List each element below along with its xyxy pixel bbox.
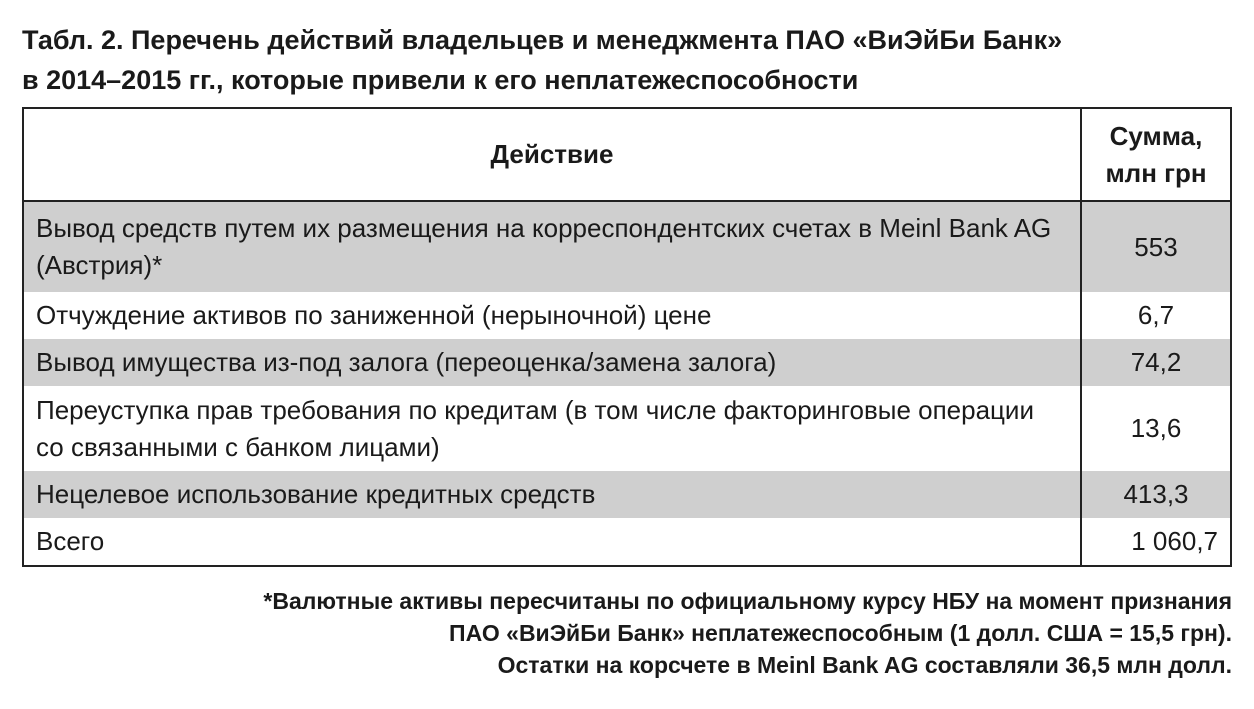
- footnote-line-3: Остатки на корсчете в Meinl Bank AG составляли 36,5 млн долл.: [497, 652, 1232, 678]
- row-amount: 74,2: [1081, 339, 1231, 386]
- row-action: Отчуждение активов по заниженной (нерыночной) цене: [23, 292, 1081, 339]
- table-title-line-1: Табл. 2. Перечень действий владельцев и менеджмента ПАО «ВиЭйБи Банк»: [22, 25, 1063, 55]
- row-amount: 13,6: [1130, 413, 1182, 443]
- table-title: [22, 20, 1232, 100]
- total-label: Всего: [23, 518, 1081, 566]
- row-action: Нецелевое использование кредитных средств: [23, 471, 1081, 518]
- actions-table: [22, 107, 1232, 567]
- table-row: [23, 339, 1231, 386]
- table-title-line-2: в 2014–2015 гг., которые привели к его неплатежеспособности: [22, 65, 859, 95]
- table-row: [23, 471, 1231, 518]
- table-total-row: [23, 518, 1231, 566]
- row-amount: 6,7: [1137, 300, 1175, 330]
- row-action: Вывод имущества из-под залога (переоценка/замена залога): [23, 339, 1081, 386]
- total-amount: 1 060,7: [1131, 526, 1218, 556]
- footnote-line-2: ПАО «ВиЭйБи Банк» неплатежеспособным (1 долл. США = 15,5 грн).: [449, 620, 1232, 646]
- footnote-line-1: *Валютные активы пересчитаны по официальному курсу НБУ на момент признания: [263, 588, 1232, 614]
- header-sum-line-1: Сумма,: [1109, 120, 1203, 151]
- row-action: Переуступка прав требования по кредитам (в том числе факторинговые операции со связанными с банком лицами): [23, 386, 1081, 471]
- table-header-row: [23, 108, 1231, 201]
- row-amount: 413,3: [1081, 471, 1231, 518]
- header-action: Действие: [23, 108, 1081, 201]
- table-row: [23, 292, 1231, 339]
- table-row: [23, 386, 1231, 471]
- footnote: [12, 585, 1232, 681]
- header-sum-line-2: млн грн: [1105, 157, 1207, 188]
- row-amount: 553: [1081, 201, 1231, 292]
- row-action: Вывод средств путем их размещения на корреспондентских счетах в Meinl Bank AG (Австрия)*: [23, 201, 1081, 292]
- header-sum: [1081, 108, 1231, 201]
- table-row: [23, 201, 1231, 292]
